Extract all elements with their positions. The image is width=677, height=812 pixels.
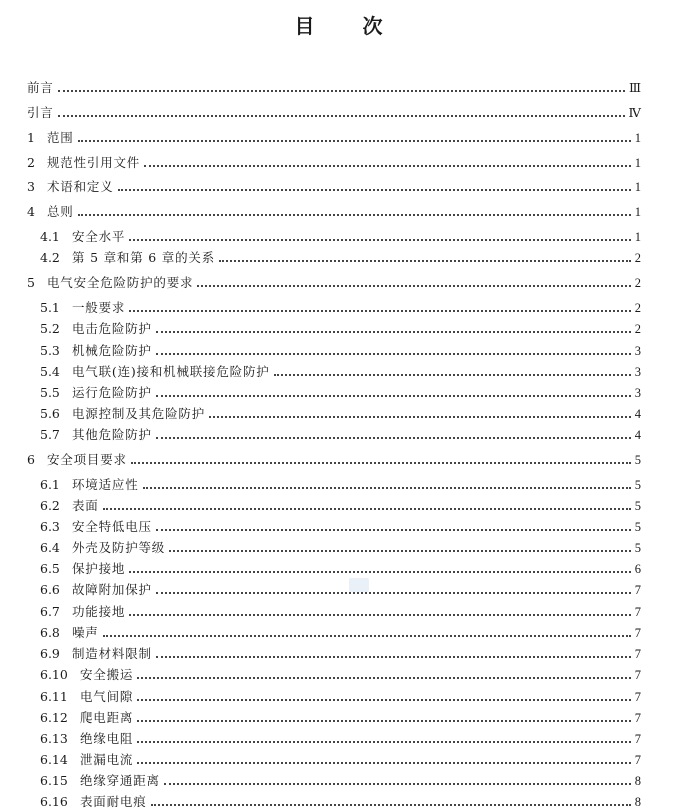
toc-entry-page: 2 — [634, 276, 641, 290]
toc-entry-label: 机械危险防护 — [72, 343, 152, 358]
toc-entry[interactable] — [40, 729, 641, 747]
toc-entry-number: 5.7 — [40, 427, 60, 442]
toc-entry-number: 1 — [27, 130, 35, 145]
toc-entry-label: 范围 — [47, 130, 74, 145]
dot-leader — [137, 677, 631, 679]
toc-entry-label: 爬电距离 — [80, 710, 134, 725]
dot-leader — [151, 804, 631, 806]
toc-entry-number: 5.6 — [40, 406, 60, 421]
toc-entry-number: 6.5 — [40, 561, 60, 576]
toc-entry[interactable] — [27, 273, 641, 291]
toc-entry-label: 噪声 — [72, 625, 99, 640]
toc-entry-label: 一般要求 — [72, 300, 126, 315]
dot-leader — [137, 741, 631, 743]
dot-leader — [143, 487, 631, 489]
toc-entry[interactable] — [40, 665, 641, 683]
toc-entry-page: 2 — [634, 251, 641, 265]
toc-entry-number: 5.2 — [40, 321, 60, 336]
dot-leader — [78, 140, 631, 142]
toc-entry-page: 5 — [634, 541, 641, 555]
dot-leader — [131, 462, 631, 464]
toc-entry-number: 6.15 — [40, 773, 68, 788]
toc-entry-label: 电气间隙 — [80, 689, 134, 704]
toc-entry-number: 6.7 — [40, 604, 60, 619]
toc-entry-label: 安全水平 — [72, 229, 126, 244]
toc-entry-page: 3 — [634, 386, 641, 400]
toc-entry-number: 6.6 — [40, 582, 60, 597]
toc-entry-label: 电气安全危险防护的要求 — [47, 275, 194, 290]
toc-entry-label: 安全项目要求 — [47, 452, 127, 467]
toc-entry-number: 6.2 — [40, 498, 60, 513]
toc-entry-number: 5.4 — [40, 364, 60, 379]
watermark-logo — [349, 578, 369, 592]
toc-entry-page: 1 — [634, 205, 641, 219]
toc-entry-number: 6.3 — [40, 519, 60, 534]
dot-leader — [129, 310, 631, 312]
toc-entry-label: 表面耐电痕 — [80, 794, 147, 809]
toc-entry-page: 7 — [634, 583, 641, 597]
toc-entry[interactable] — [40, 227, 641, 245]
toc-entry[interactable] — [40, 383, 641, 401]
toc-entry-number: 5 — [27, 275, 35, 290]
toc-entry-number: 6.14 — [40, 752, 68, 767]
toc-entry-page: 1 — [634, 156, 641, 170]
dot-leader — [156, 592, 631, 594]
toc-entry-label: 总则 — [47, 204, 74, 219]
toc-entry-label: 保护接地 — [72, 561, 126, 576]
toc-entry-page: 4 — [634, 407, 641, 421]
toc-entry-label: 环境适应性 — [72, 477, 139, 492]
toc-entry-page: 7 — [634, 690, 641, 704]
toc-entry-page: 3 — [634, 365, 641, 379]
toc-entry-page: Ⅲ — [628, 81, 641, 95]
toc-entry[interactable] — [40, 644, 641, 662]
toc-entry-label: 引言 — [27, 105, 54, 120]
toc-entry-label: 其他危险防护 — [72, 427, 152, 442]
toc-entry-label: 电击危险防护 — [72, 321, 152, 336]
dot-leader — [197, 285, 630, 287]
toc-entry-number: 5.3 — [40, 343, 60, 358]
toc-entry[interactable] — [40, 580, 641, 598]
toc-entry-number: 2 — [27, 155, 35, 170]
toc-entry-number: 6.9 — [40, 646, 60, 661]
toc-entry-page: 7 — [634, 647, 641, 661]
toc-entry-label: 安全搬运 — [80, 667, 134, 682]
toc-entry-page: 7 — [634, 626, 641, 640]
toc-entry[interactable] — [40, 298, 641, 316]
toc-entry-page: 5 — [634, 478, 641, 492]
toc-entry-number: 6.1 — [40, 477, 60, 492]
dot-leader — [164, 783, 631, 785]
toc-entry[interactable] — [40, 623, 641, 641]
toc-entry[interactable] — [40, 496, 641, 514]
toc-entry-label: 安全特低电压 — [72, 519, 152, 534]
toc-entry-page: 4 — [634, 428, 641, 442]
toc-entry-number: 6.11 — [40, 689, 68, 704]
toc-entry-number: 6.10 — [40, 667, 68, 682]
toc-entry-number: 6.8 — [40, 625, 60, 640]
toc-entry-page: 7 — [634, 753, 641, 767]
toc-entry-page: 1 — [634, 131, 641, 145]
toc-entry[interactable] — [40, 687, 641, 705]
toc-entry[interactable] — [27, 153, 641, 171]
toc-entry[interactable] — [27, 450, 641, 468]
toc-entry-number: 6.4 — [40, 540, 60, 555]
toc-entry[interactable] — [40, 425, 641, 443]
toc-entry-page: Ⅳ — [628, 106, 641, 120]
toc-entry-number: 5.5 — [40, 385, 60, 400]
toc-entry-label: 第 5 章和第 6 章的关系 — [72, 250, 215, 265]
toc-entry[interactable] — [40, 517, 641, 535]
title-char-2: 次 — [362, 14, 383, 38]
toc-entry-number: 6 — [27, 452, 35, 467]
dot-leader — [78, 214, 631, 216]
toc-entry-number: 4.1 — [40, 229, 60, 244]
toc-entry-page: 7 — [634, 711, 641, 725]
dot-leader — [144, 165, 631, 167]
toc-entry-number: 6.12 — [40, 710, 68, 725]
toc-entry[interactable] — [40, 475, 641, 493]
dot-leader — [103, 635, 631, 637]
toc-entry-page: 8 — [634, 795, 641, 809]
toc-entry[interactable] — [27, 202, 641, 220]
toc-entry[interactable] — [40, 602, 641, 620]
toc-entry-page: 8 — [634, 774, 641, 788]
toc-entry-label: 故障附加保护 — [72, 582, 152, 597]
toc-entry-label: 绝缘穿通距离 — [80, 773, 160, 788]
toc-entry-number: 6.13 — [40, 731, 68, 746]
toc-entry-label: 制造材料限制 — [72, 646, 152, 661]
dot-leader — [118, 189, 631, 191]
toc-entry[interactable] — [40, 559, 641, 577]
dot-leader — [156, 395, 631, 397]
dot-leader — [156, 529, 631, 531]
toc-entry[interactable] — [40, 538, 641, 556]
toc-entry-label: 外壳及防护等级 — [72, 540, 166, 555]
dot-leader — [137, 720, 631, 722]
toc-entry-label: 表面 — [72, 498, 99, 513]
toc-entry-label: 绝缘电阻 — [80, 731, 134, 746]
toc-entry-label: 前言 — [27, 80, 54, 95]
toc-entry-number: 4.2 — [40, 250, 60, 265]
toc-entry-page: 5 — [634, 453, 641, 467]
dot-leader — [129, 571, 631, 573]
dot-leader — [129, 239, 631, 241]
dot-leader — [137, 762, 631, 764]
dot-leader — [129, 614, 631, 616]
dot-leader — [156, 437, 631, 439]
dot-leader — [156, 331, 631, 333]
toc-entry-number: 4 — [27, 204, 35, 219]
toc-entry-page: 5 — [634, 520, 641, 534]
toc-entry-label: 功能接地 — [72, 604, 126, 619]
dot-leader — [58, 115, 625, 117]
toc-entry[interactable] — [40, 319, 641, 337]
toc-entry-page: 1 — [634, 180, 641, 194]
dot-leader — [219, 260, 631, 262]
toc-entry-page: 3 — [634, 344, 641, 358]
toc-entry-label: 电源控制及其危险防护 — [72, 406, 206, 421]
toc-entry[interactable] — [40, 404, 641, 422]
dot-leader — [209, 416, 631, 418]
toc-entry-label: 电气联(连)接和机械联接危险防护 — [72, 364, 270, 379]
toc-entry[interactable] — [40, 792, 641, 810]
toc-entry-page: 2 — [634, 322, 641, 336]
toc-entry-label: 运行危险防护 — [72, 385, 152, 400]
toc-entry[interactable] — [27, 103, 641, 121]
toc-entry[interactable] — [40, 341, 641, 359]
toc-entry-page: 7 — [634, 732, 641, 746]
toc-entry[interactable] — [40, 708, 641, 726]
dot-leader — [156, 656, 631, 658]
dot-leader — [103, 508, 631, 510]
toc-entry-number: 3 — [27, 179, 35, 194]
dot-leader — [137, 699, 631, 701]
toc-entry-number: 5.1 — [40, 300, 60, 315]
toc-entry-page: 5 — [634, 499, 641, 513]
toc-entry-page: 7 — [634, 605, 641, 619]
toc-entry-label: 泄漏电流 — [80, 752, 134, 767]
dot-leader — [274, 374, 631, 376]
toc-entry-label: 术语和定义 — [47, 179, 114, 194]
toc-entry[interactable] — [40, 248, 641, 266]
toc-entry-page: 1 — [634, 230, 641, 244]
dot-leader — [156, 353, 631, 355]
page-title — [0, 10, 677, 39]
toc-entry[interactable] — [27, 177, 641, 195]
toc-entry[interactable] — [27, 78, 641, 96]
toc-entry[interactable] — [40, 771, 641, 789]
toc-entry-page: 6 — [634, 562, 641, 576]
dot-leader — [169, 550, 631, 552]
toc-entry-page: 7 — [634, 668, 641, 682]
toc-entry-label: 规范性引用文件 — [47, 155, 141, 170]
toc-entry[interactable] — [40, 362, 641, 380]
title-char-1: 目 — [294, 14, 315, 38]
toc-entry-number: 6.16 — [40, 794, 68, 809]
dot-leader — [58, 90, 625, 92]
toc-entry-page: 2 — [634, 301, 641, 315]
toc-entry[interactable] — [40, 750, 641, 768]
toc-entry[interactable] — [27, 128, 641, 146]
